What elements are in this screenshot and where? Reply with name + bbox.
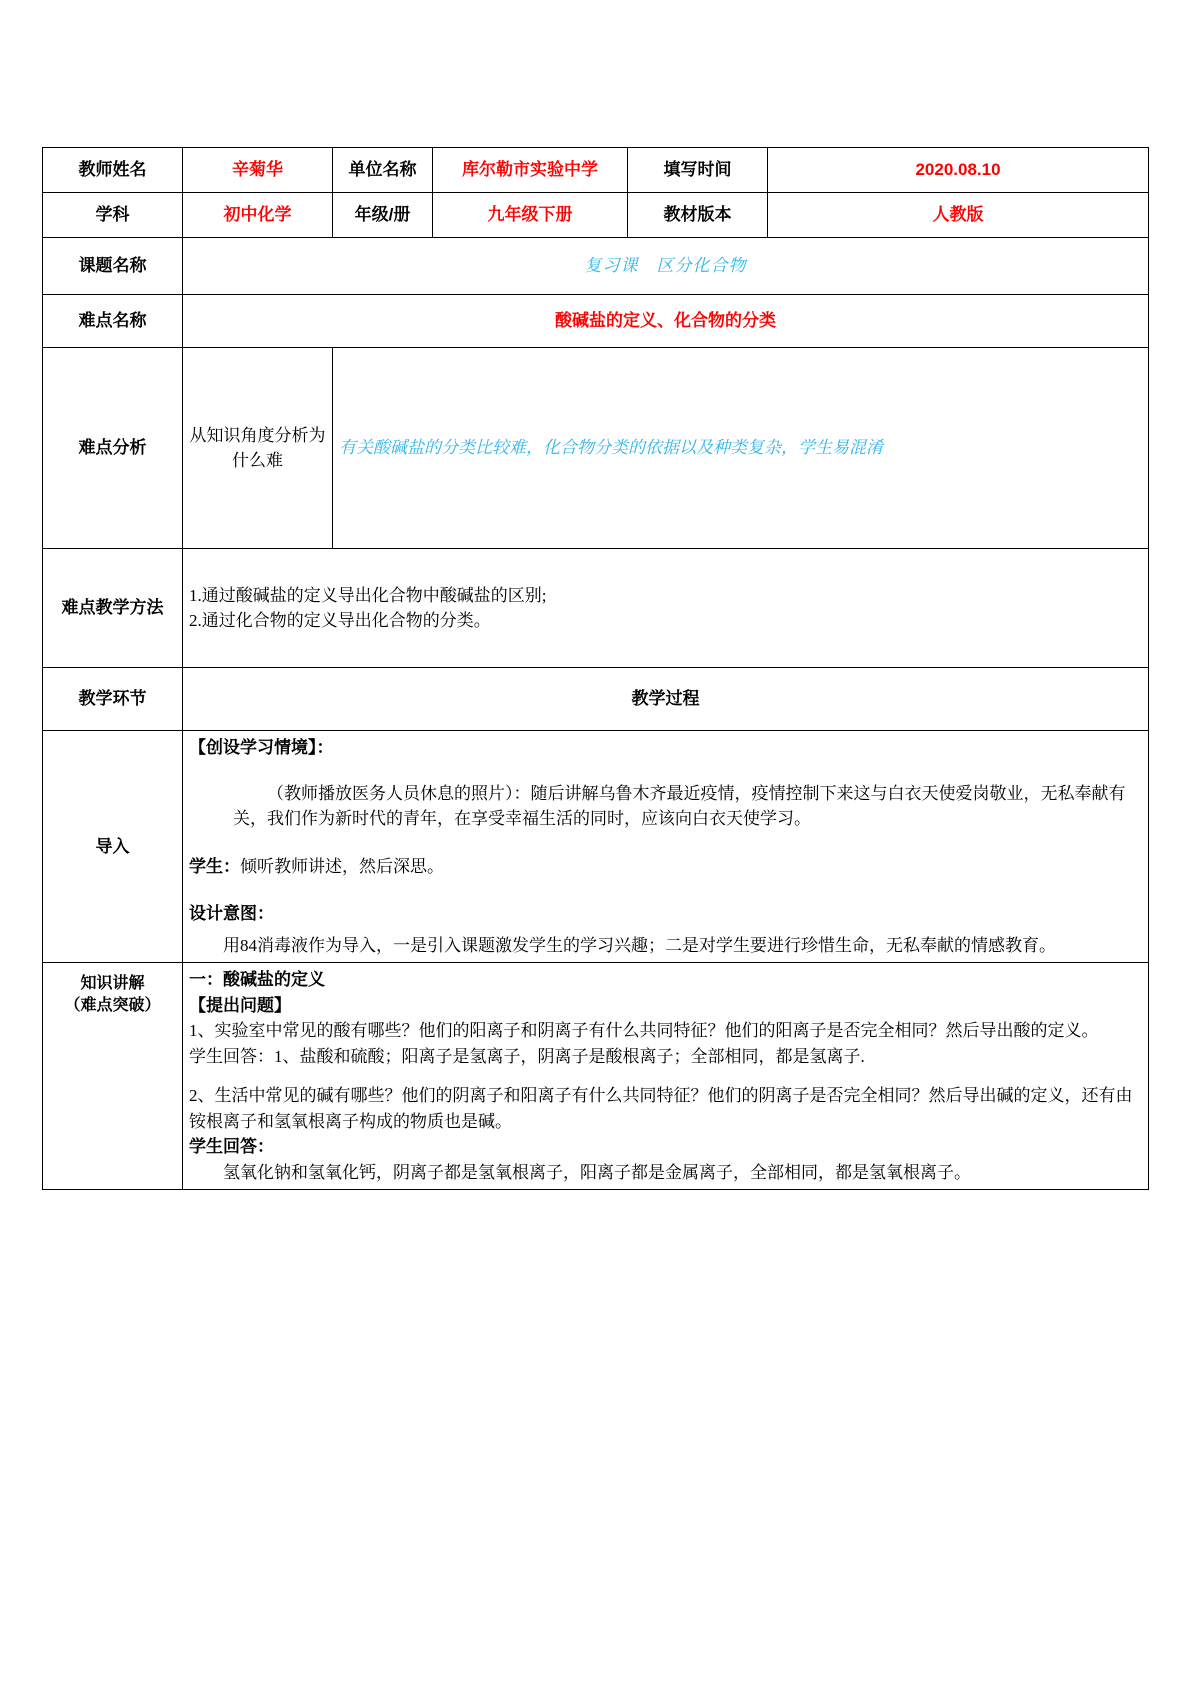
table-row bbox=[43, 348, 1149, 549]
topic-value: 复习课 区分化合物 bbox=[183, 238, 1149, 295]
table-row bbox=[43, 238, 1149, 295]
difficulty-name-value: 酸碱盐的定义、化合物的分类 bbox=[183, 295, 1149, 348]
teaching-method-label: 难点教学方法 bbox=[43, 549, 183, 668]
student-body: 倾听教师讲述，然后深思。 bbox=[240, 856, 444, 876]
subject-label: 学科 bbox=[43, 193, 183, 238]
spacer bbox=[189, 767, 1142, 781]
student-answer-label: 学生回答： bbox=[189, 1137, 274, 1156]
answer-2-body: 氢氧化钠和氢氧化钙，阴离子都是氢氧根离子，阳离子都是金属离子，全部相同，都是氢氧根离子。 bbox=[223, 1162, 971, 1182]
topic-label: 课题名称 bbox=[43, 238, 183, 295]
table-row bbox=[43, 193, 1149, 238]
question-heading: 【提出问题】 bbox=[189, 995, 291, 1015]
lesson-plan-table bbox=[42, 147, 1149, 1190]
teaching-method-body bbox=[183, 549, 1149, 668]
table-row bbox=[43, 731, 1149, 963]
table-row bbox=[43, 148, 1149, 193]
teacher-name-value: 辛菊华 bbox=[183, 148, 333, 193]
process-stage-header: 教学环节 bbox=[43, 668, 183, 731]
difficulty-analysis-label: 难点分析 bbox=[43, 348, 183, 549]
school-label: 单位名称 bbox=[333, 148, 433, 193]
difficulty-analysis-body: 有关酸碱盐的分类比较难，化合物分类的依据以及种类复杂，学生易混淆 bbox=[333, 348, 1149, 549]
knowledge-content bbox=[183, 963, 1149, 1190]
teacher-name-label: 教师姓名 bbox=[43, 148, 183, 193]
student-response-line bbox=[189, 854, 1142, 880]
design-intent-heading: 设计意图： bbox=[189, 904, 274, 923]
knowledge-section-title: 一：酸碱盐的定义 bbox=[189, 970, 325, 989]
grade-value: 九年级下册 bbox=[433, 193, 628, 238]
table-row bbox=[43, 549, 1149, 668]
spacer bbox=[189, 1069, 1142, 1083]
process-content-header: 教学过程 bbox=[183, 668, 1149, 731]
fill-date-label: 填写时间 bbox=[628, 148, 768, 193]
difficulty-name-label: 难点名称 bbox=[43, 295, 183, 348]
knowledge-label-line-2: （难点突破） bbox=[64, 997, 161, 1015]
school-value: 库尔勒市实验中学 bbox=[433, 148, 628, 193]
teaching-method-line-1: 1.通过酸碱盐的定义导出化合物中酸碱盐的区别; bbox=[189, 585, 547, 605]
stage-label-intro: 导入 bbox=[43, 731, 183, 963]
spacer bbox=[189, 832, 1142, 854]
answer-2-label bbox=[189, 1134, 1142, 1160]
table-row bbox=[43, 668, 1149, 731]
teaching-method-line-2: 2.通过化合物的定义导出化合物的分类。 bbox=[189, 611, 491, 630]
design-intent-body: 用84消毒液作为导入，一是引入课题激发学生的学习兴趣；二是对学生要进行珍惜生命，无私奉献的情感教育。 bbox=[223, 935, 1056, 955]
stage-label-knowledge bbox=[43, 963, 183, 1190]
subject-value: 初中化学 bbox=[183, 193, 333, 238]
knowledge-label-line-1: 知识讲解 bbox=[80, 975, 145, 992]
difficulty-analysis-sublabel: 从知识角度分析为什么难 bbox=[183, 348, 333, 549]
spacer bbox=[189, 879, 1142, 901]
situation-body: （教师播放医务人员休息的照片）：随后讲解乌鲁木齐最近疫情，疫情控制下来这与白衣天使爱岗敬业，无私奉献有关，我们作为新时代的青年，在享受幸福生活的同时，应该向白衣天使学习。 bbox=[233, 783, 1126, 828]
textbook-version-value: 人教版 bbox=[768, 193, 1149, 238]
situation-heading: 【创设学习情境】： bbox=[189, 738, 334, 757]
grade-label: 年级/册 bbox=[333, 193, 433, 238]
intro-content bbox=[183, 731, 1149, 963]
question-2: 2、生活中常见的碱有哪些？他们的阴离子和阳离子有什么共同特征？他们的阴离子是否完全相同？然后导出碱的定义，还有由铵根离子和氢氧根离子构成的物质也是碱。 bbox=[189, 1086, 1133, 1131]
question-1: 1、实验室中常见的酸有哪些？他们的阳离子和阴离子有什么共同特征？他们的阳离子是否完全相同？然后导出酸的定义。 bbox=[189, 1021, 1099, 1040]
student-label: 学生： bbox=[189, 856, 240, 876]
textbook-version-label: 教材版本 bbox=[628, 193, 768, 238]
fill-date-value: 2020.08.10 bbox=[768, 148, 1149, 193]
table-row bbox=[43, 295, 1149, 348]
table-row bbox=[43, 963, 1149, 1190]
answer-1: 学生回答：1、盐酸和硫酸；阳离子是氢离子，阴离子是酸根离子；全部相同，都是氢离子. bbox=[189, 1046, 865, 1066]
